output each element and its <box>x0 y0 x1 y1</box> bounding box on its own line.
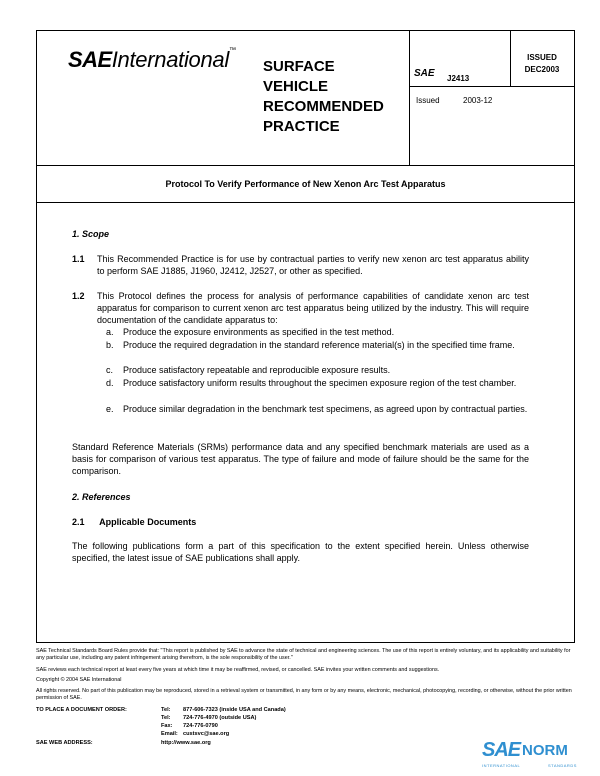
footer-review: SAE reviews each technical report at least every five years at which time it may be reaffirmed, revised, or cancelled. SAE invites your written comments and suggestions. <box>36 667 440 673</box>
sae-norm-watermark <box>482 739 592 771</box>
doc-type-line: PRACTICE <box>263 118 340 135</box>
list-item: Produce the required degradation in the standard reference material(s) in the specified time frame. <box>123 340 515 350</box>
fax-label: Fax: <box>161 723 173 729</box>
right-border <box>574 30 575 643</box>
tel1-label: Tel: <box>161 707 171 713</box>
document-type <box>263 57 384 137</box>
email-label: Email: <box>161 731 178 737</box>
top-border <box>36 30 575 31</box>
para-1-1-text: This Recommended Practice is for use by contractual parties to verify new xenon arc test apparatus ability to perform SAE J1885, J1960, J2412, J2527, or other as specified. <box>97 254 529 276</box>
status-label: ISSUED <box>527 53 557 62</box>
references-heading: 2. References <box>72 492 131 502</box>
fax-value: 724-776-0790 <box>183 723 218 729</box>
doc-number: J2413 <box>447 74 470 83</box>
email-value[interactable]: custsvc@sae.org <box>183 731 230 737</box>
bottom-border <box>36 642 575 643</box>
logo-sae-text: SAE <box>68 47 112 72</box>
tel2-label: Tel: <box>161 715 171 721</box>
doc-type-line: VEHICLE <box>263 78 329 95</box>
document-title: Protocol To Verify Performance of New Xenon Arc Test Apparatus <box>165 179 446 189</box>
watermark-sae: SAE <box>482 739 521 761</box>
footer-rules: SAE Technical Standards Board Rules provide that: "This report is published by SAE to advance the state of technical and engineering sciences. The use of this report is entirely voluntary, and its applicability and suitability for any particular use, including any patent infringement arising therefrom, is the sole responsibility of the user." <box>36 648 571 661</box>
list-label: a. <box>106 327 114 337</box>
watermark-norm: NORM <box>522 742 568 759</box>
title-divider <box>36 202 575 203</box>
applicable-documents-heading: 2.1 Applicable Documents <box>72 517 197 527</box>
left-border <box>36 30 37 643</box>
doc-type-line: RECOMMENDED <box>263 98 384 115</box>
srm-paragraph: Standard Reference Materials (SRMs) performance data and any specified benchmark materials are used as a basis for comparison of various test apparatus. The type of failure and mode of failure should be the same for the comparison. <box>72 442 529 476</box>
doc-type-line: SURFACE <box>263 58 335 75</box>
status-row-divider <box>409 86 574 87</box>
header-column-divider <box>409 30 410 165</box>
list-item: Produce satisfactory uniform results throughout the specimen exposure region of the test chamber. <box>123 378 517 388</box>
header-divider <box>36 165 575 166</box>
footer-rights: All rights reserved. No part of this publication may be reproduced, stored in a retrieval system or transmitted, in any form or by any means, electronic, mechanical, photocopying, recording, or otherwise, without the prior written permission of SAE. <box>36 688 572 701</box>
list-label: b. <box>106 340 114 350</box>
list-item: Produce satisfactory repeatable and reproducible exposure results. <box>123 365 391 375</box>
list-label: d. <box>106 378 114 388</box>
web-link[interactable]: http://www.sae.org <box>161 740 211 746</box>
scope-heading: 1. Scope <box>72 229 110 239</box>
watermark-right-caption: STANDARDS <box>548 763 577 768</box>
small-sae-logo: SAE <box>414 68 435 79</box>
applicable-documents-text: The following publications form a part of this specification to the extent specified herein. Unless otherwise specified, the latest issue of SAE publications shall apply. <box>72 541 529 563</box>
tel1-value: 877-606-7323 (inside USA and Canada) <box>183 707 286 713</box>
status-date: DEC2003 <box>524 65 560 74</box>
order-label: TO PLACE A DOCUMENT ORDER: <box>36 707 127 713</box>
watermark-left-caption: INTERNATIONAL <box>482 763 521 768</box>
list-item: Produce the exposure environments as specified in the test method. <box>123 327 395 337</box>
para-1-1-number: 1.1 <box>72 254 85 264</box>
tel2-value: 724-776-4970 (outside USA) <box>183 715 257 721</box>
issued-date: 2003-12 <box>463 96 493 105</box>
list-label: c. <box>106 365 114 375</box>
para-1-2-text: This Protocol defines the process for analysis of performance capabilities of candidate xenon arc test apparatus for comparison to current xenon arc test apparatus being utilized by the industry. This will require documentation of the candidate apparatus to: <box>97 291 529 325</box>
footer-copyright: Copyright © 2004 SAE International <box>36 677 122 683</box>
list-label: e. <box>106 404 114 414</box>
list-item: Produce similar degradation in the benchmark test specimens, as agreed upon by contractual parties. <box>123 404 528 414</box>
logo-trademark: ™ <box>228 47 236 54</box>
issued-label: Issued <box>416 96 440 105</box>
sae-international-logo <box>68 47 236 73</box>
logo-international-text: International <box>111 47 229 72</box>
para-1-2-number: 1.2 <box>72 291 85 301</box>
web-label: SAE WEB ADDRESS: <box>36 740 93 746</box>
